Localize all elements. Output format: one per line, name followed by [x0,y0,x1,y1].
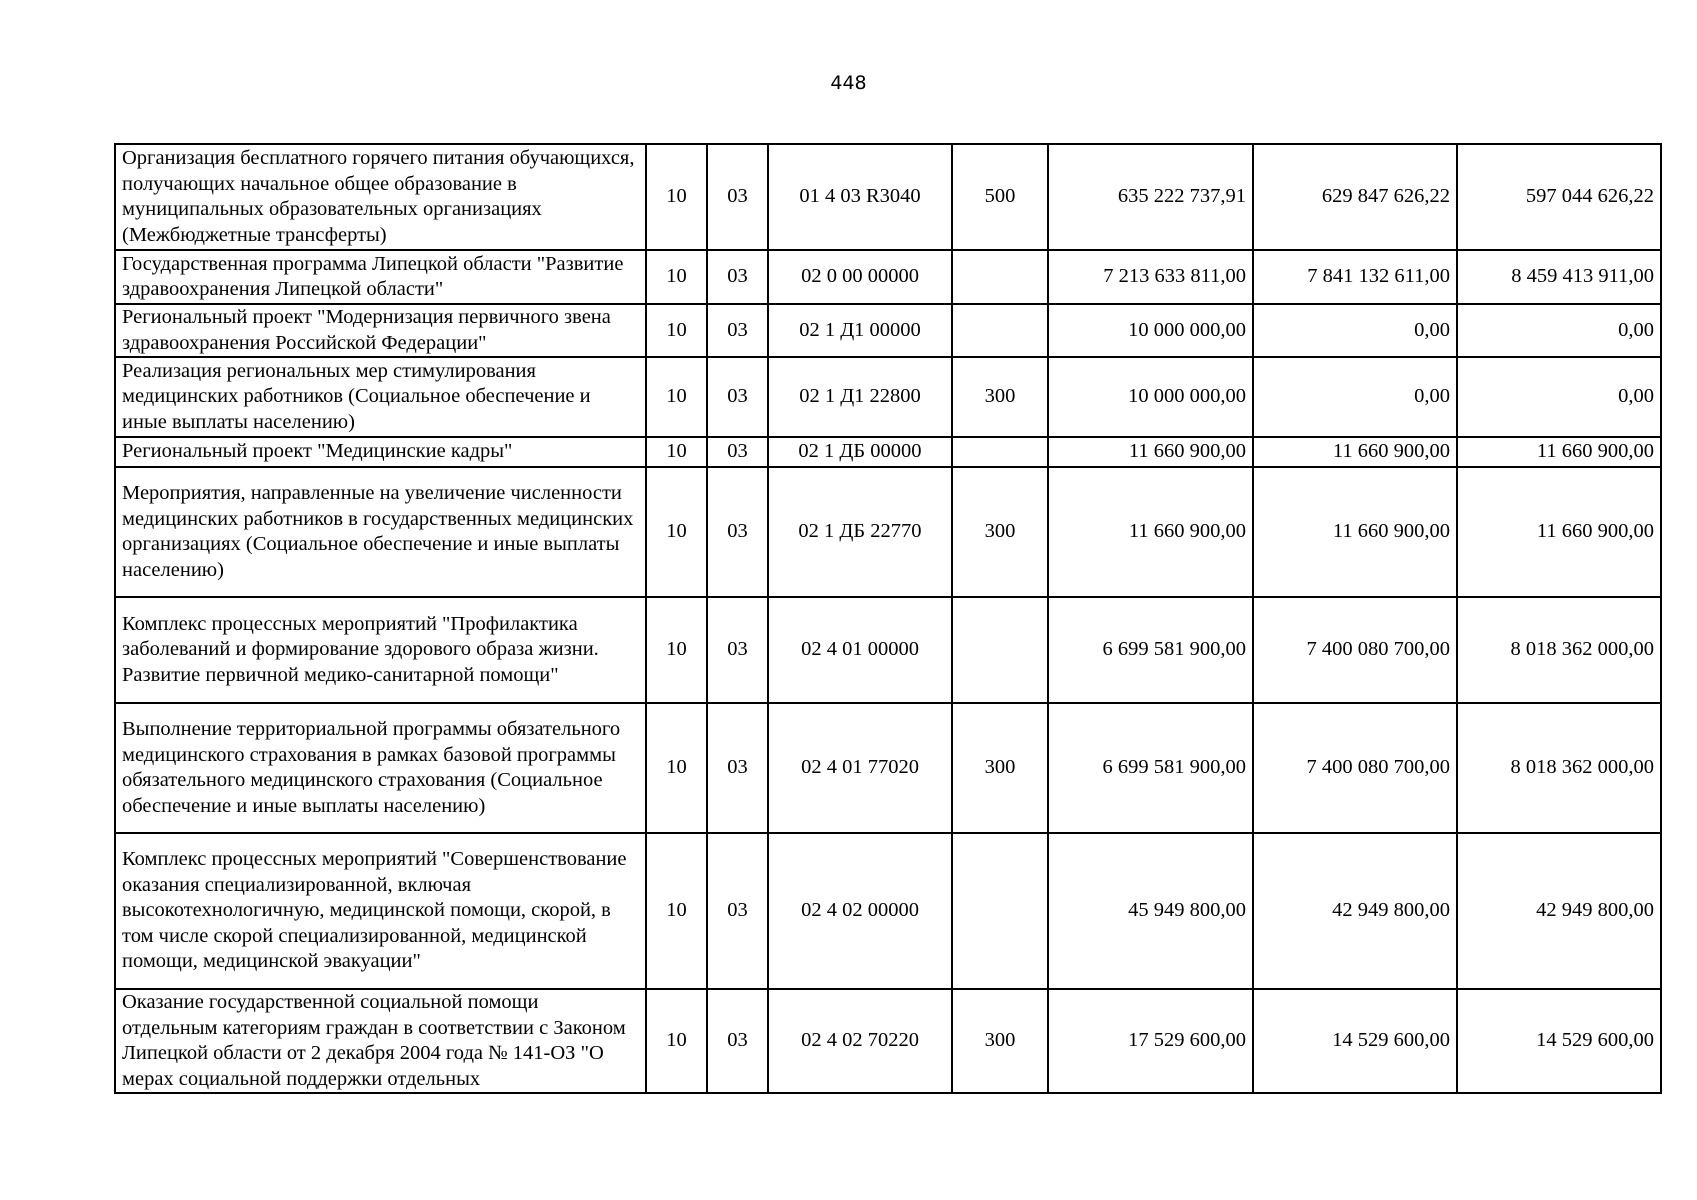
row-name-cell: Комплекс процессных мероприятий "Профилактика заболеваний и формирование здорового образа жизни. Развитие первичной медико-санитарной помощи" [115,597,646,703]
amount-cell-2: 0,00 [1253,304,1457,357]
amount-cell-1: 45 949 800,00 [1048,833,1253,989]
amount-cell-2: 7 841 132 611,00 [1253,250,1457,304]
expense-type-cell: 300 [952,989,1048,1093]
table-row [115,144,1661,250]
row-name-cell: Реализация региональных мер стимулирования медицинских работников (Социальное обеспечение и иные выплаты населению) [115,357,646,437]
target-article-cell: 02 1 ДБ 00000 [768,437,952,467]
amount-cell-2: 0,00 [1253,357,1457,437]
subsection-cell: 03 [707,357,768,437]
section-cell: 10 [646,989,707,1093]
table-row [115,304,1661,357]
table-row [115,357,1661,437]
section-cell: 10 [646,467,707,597]
subsection-cell: 03 [707,467,768,597]
amount-cell-1: 11 660 900,00 [1048,437,1253,467]
subsection-cell: 03 [707,703,768,833]
expense-type-cell: 300 [952,703,1048,833]
expense-type-cell [952,833,1048,989]
section-cell: 10 [646,703,707,833]
amount-cell-2: 11 660 900,00 [1253,437,1457,467]
expense-type-cell: 300 [952,467,1048,597]
row-name-cell: Оказание государственной социальной помощи отдельным категориям граждан в соответствии с Законом Липецкой области от 2 декабря 2004 года № 141-ОЗ "О мерах социальной поддержки отдельных [115,989,646,1093]
subsection-cell: 03 [707,989,768,1093]
target-article-cell: 02 1 Д1 00000 [768,304,952,357]
amount-cell-1: 10 000 000,00 [1048,357,1253,437]
subsection-cell: 03 [707,304,768,357]
section-cell: 10 [646,144,707,250]
expense-type-cell [952,304,1048,357]
section-cell: 10 [646,250,707,304]
subsection-cell: 03 [707,144,768,250]
row-name-cell: Мероприятия, направленные на увеличение численности медицинских работников в государственных медицинских организациях (Социальное обеспечение и иные выплаты населению) [115,467,646,597]
amount-cell-3: 14 529 600,00 [1457,989,1661,1093]
amount-cell-2: 629 847 626,22 [1253,144,1457,250]
table-row [115,989,1661,1093]
table-row [115,597,1661,703]
amount-cell-1: 17 529 600,00 [1048,989,1253,1093]
amount-cell-3: 8 018 362 000,00 [1457,703,1661,833]
amount-cell-3: 0,00 [1457,357,1661,437]
expense-type-cell [952,437,1048,467]
expense-type-cell [952,250,1048,304]
section-cell: 10 [646,833,707,989]
amount-cell-3: 11 660 900,00 [1457,467,1661,597]
budget-table [114,143,1662,1094]
amount-cell-3: 11 660 900,00 [1457,437,1661,467]
expense-type-cell: 500 [952,144,1048,250]
expense-type-cell [952,597,1048,703]
amount-cell-3: 8 459 413 911,00 [1457,250,1661,304]
amount-cell-2: 14 529 600,00 [1253,989,1457,1093]
target-article-cell: 02 4 02 70220 [768,989,952,1093]
target-article-cell: 02 0 00 00000 [768,250,952,304]
amount-cell-1: 11 660 900,00 [1048,467,1253,597]
subsection-cell: 03 [707,833,768,989]
section-cell: 10 [646,304,707,357]
target-article-cell: 02 4 02 00000 [768,833,952,989]
row-name-cell: Региональный проект "Модернизация первичного звена здравоохранения Российской Федерации" [115,304,646,357]
subsection-cell: 03 [707,437,768,467]
amount-cell-2: 7 400 080 700,00 [1253,703,1457,833]
subsection-cell: 03 [707,250,768,304]
table-row [115,703,1661,833]
amount-cell-3: 42 949 800,00 [1457,833,1661,989]
target-article-cell: 02 1 ДБ 22770 [768,467,952,597]
table-row [115,833,1661,989]
target-article-cell: 01 4 03 R3040 [768,144,952,250]
expense-type-cell: 300 [952,357,1048,437]
table-row [115,467,1661,597]
amount-cell-1: 6 699 581 900,00 [1048,703,1253,833]
amount-cell-1: 635 222 737,91 [1048,144,1253,250]
section-cell: 10 [646,437,707,467]
amount-cell-1: 6 699 581 900,00 [1048,597,1253,703]
amount-cell-2: 7 400 080 700,00 [1253,597,1457,703]
target-article-cell: 02 4 01 77020 [768,703,952,833]
row-name-cell: Организация бесплатного горячего питания обучающихся, получающих начальное общее образование в муниципальных образовательных организациях (Межбюджетные трансферты) [115,144,646,250]
section-cell: 10 [646,597,707,703]
amount-cell-2: 42 949 800,00 [1253,833,1457,989]
row-name-cell: Выполнение территориальной программы обязательного медицинского страхования в рамках базовой программы обязательного медицинского страхования (Социальное обеспечение и иные выплаты населению) [115,703,646,833]
amount-cell-3: 597 044 626,22 [1457,144,1661,250]
section-cell: 10 [646,357,707,437]
subsection-cell: 03 [707,597,768,703]
target-article-cell: 02 4 01 00000 [768,597,952,703]
row-name-cell: Комплекс процессных мероприятий "Совершенствование оказания специализированной, включая высокотехнологичную, медицинской помощи, скорой, в том числе скорой специализированной, медицинской помощи, медицинской эвакуации" [115,833,646,989]
amount-cell-3: 0,00 [1457,304,1661,357]
amount-cell-1: 7 213 633 811,00 [1048,250,1253,304]
target-article-cell: 02 1 Д1 22800 [768,357,952,437]
table-row [115,250,1661,304]
page-number: 448 [830,72,867,94]
table-row [115,437,1661,467]
amount-cell-3: 8 018 362 000,00 [1457,597,1661,703]
row-name-cell: Государственная программа Липецкой области "Развитие здравоохранения Липецкой области" [115,250,646,304]
amount-cell-2: 11 660 900,00 [1253,467,1457,597]
amount-cell-1: 10 000 000,00 [1048,304,1253,357]
row-name-cell: Региональный проект "Медицинские кадры" [115,437,646,467]
